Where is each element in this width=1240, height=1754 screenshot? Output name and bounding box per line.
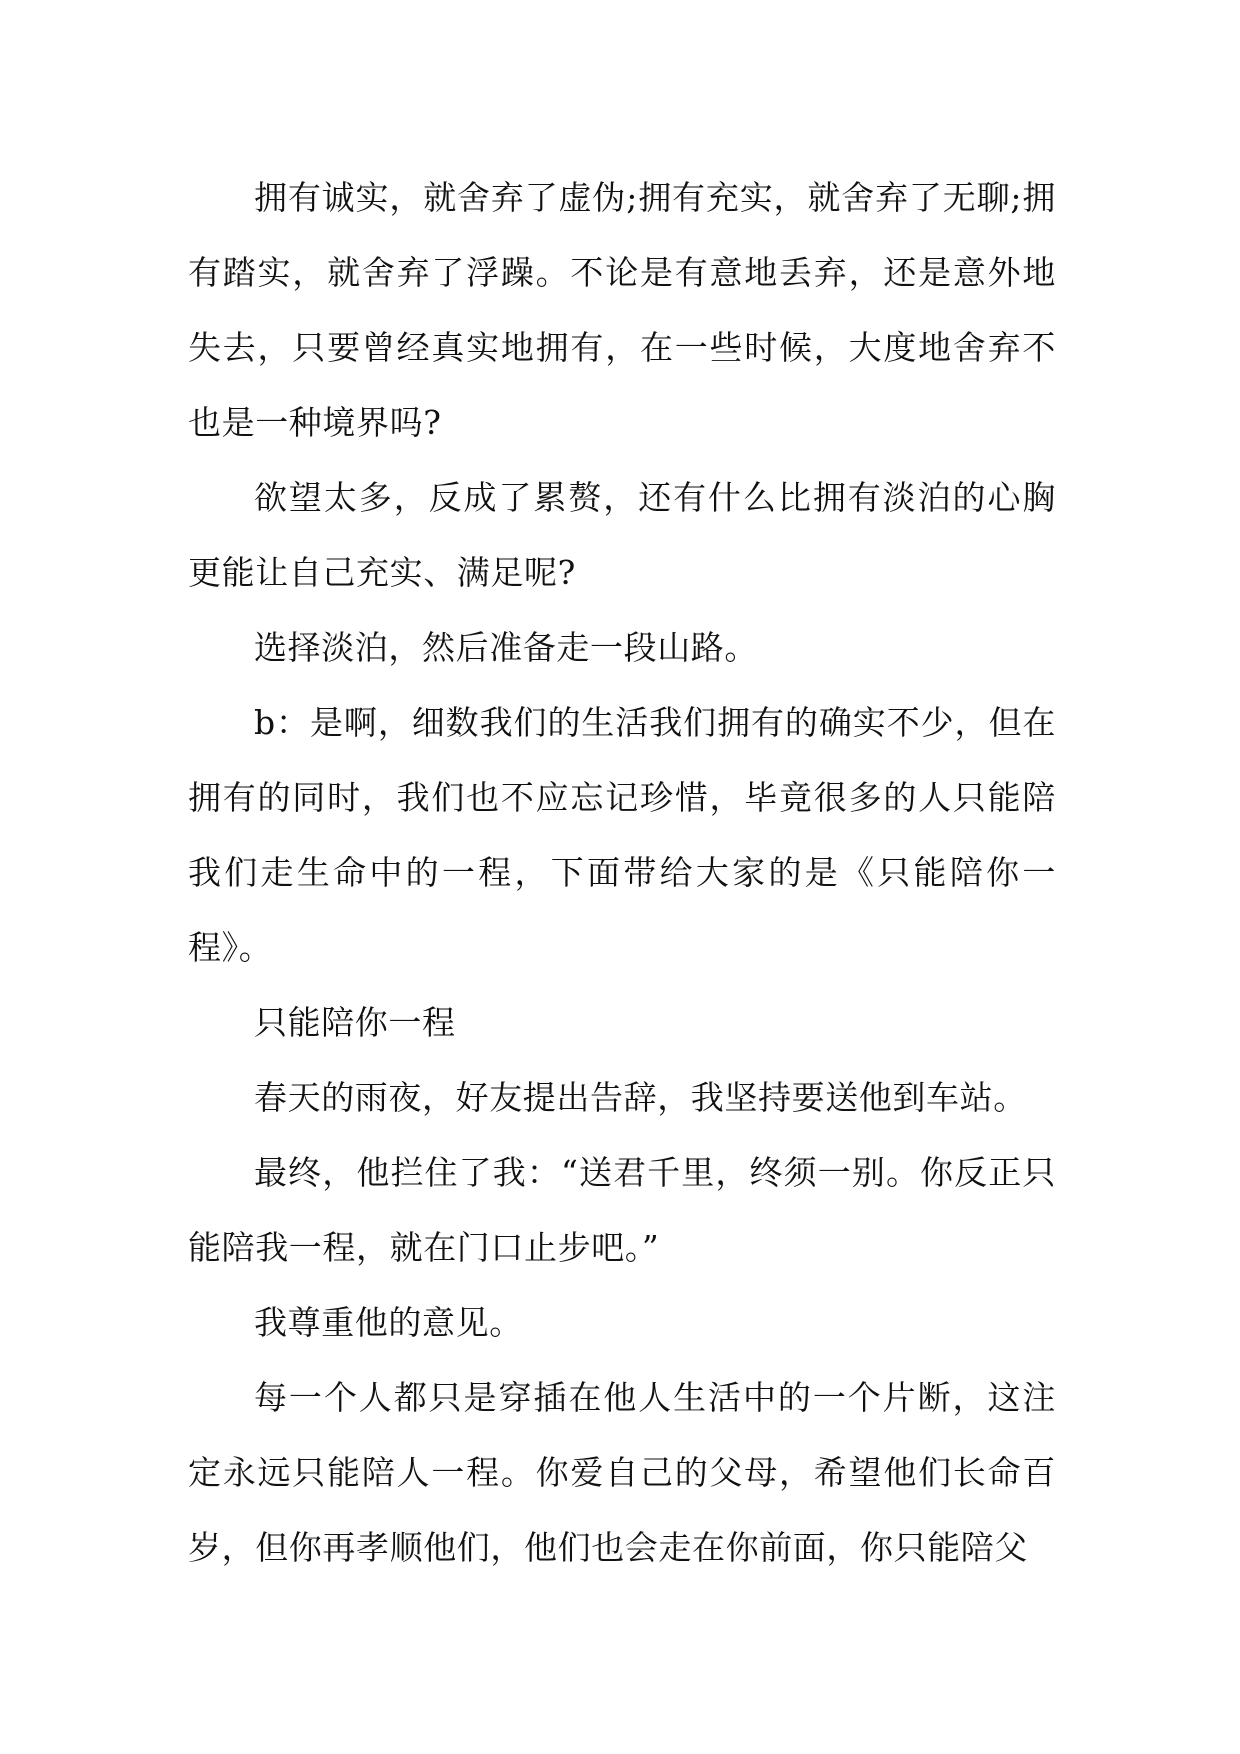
paragraph-farewell-quote: 最终，他拦住了我：“送君千里，终须一别。你反正只能陪我一程，就在门口止步吧。”: [188, 1153, 1056, 1267]
paragraph-honesty: 拥有诚实，就舍弃了虚伪;拥有充实，就舍弃了无聊;拥有踏实，就舍弃了浮躁。不论是有意地丢弃，还是意外地失去，只要曾经真实地拥有，在一些时候，大度地舍弃不也是一种境界吗?: [188, 178, 1056, 442]
document-body: [188, 160, 1056, 1585]
paragraph-respect: 我尊重他的意见。: [254, 1303, 523, 1342]
paragraph-rainy-night: 春天的雨夜，好友提出告辞，我坚持要送他到车站。: [254, 1078, 1027, 1117]
paragraph-desire: 欲望太多，反成了累赘，还有什么比拥有淡泊的心胸更能让自己充实、满足呢?: [188, 478, 1056, 592]
paragraph-b-reply: b：是啊，细数我们的生活我们拥有的确实不少，但在拥有的同时，我们也不应忘记珍惜，毕竟很多的人只能陪我们走生命中的一程，下面带给大家的是《只能陪你一程》。: [188, 703, 1056, 967]
paragraph-choose-calm: 选择淡泊，然后准备走一段山路。: [254, 628, 758, 667]
section-title: 只能陪你一程: [254, 1003, 456, 1042]
paragraph-life-fragment: 每一个人都只是穿插在他人生活中的一个片断，这注定永远只能陪人一程。你爱自己的父母，希望他们长命百岁，但你再孝顺他们，他们也会走在你前面，你只能陪父: [188, 1378, 1056, 1567]
